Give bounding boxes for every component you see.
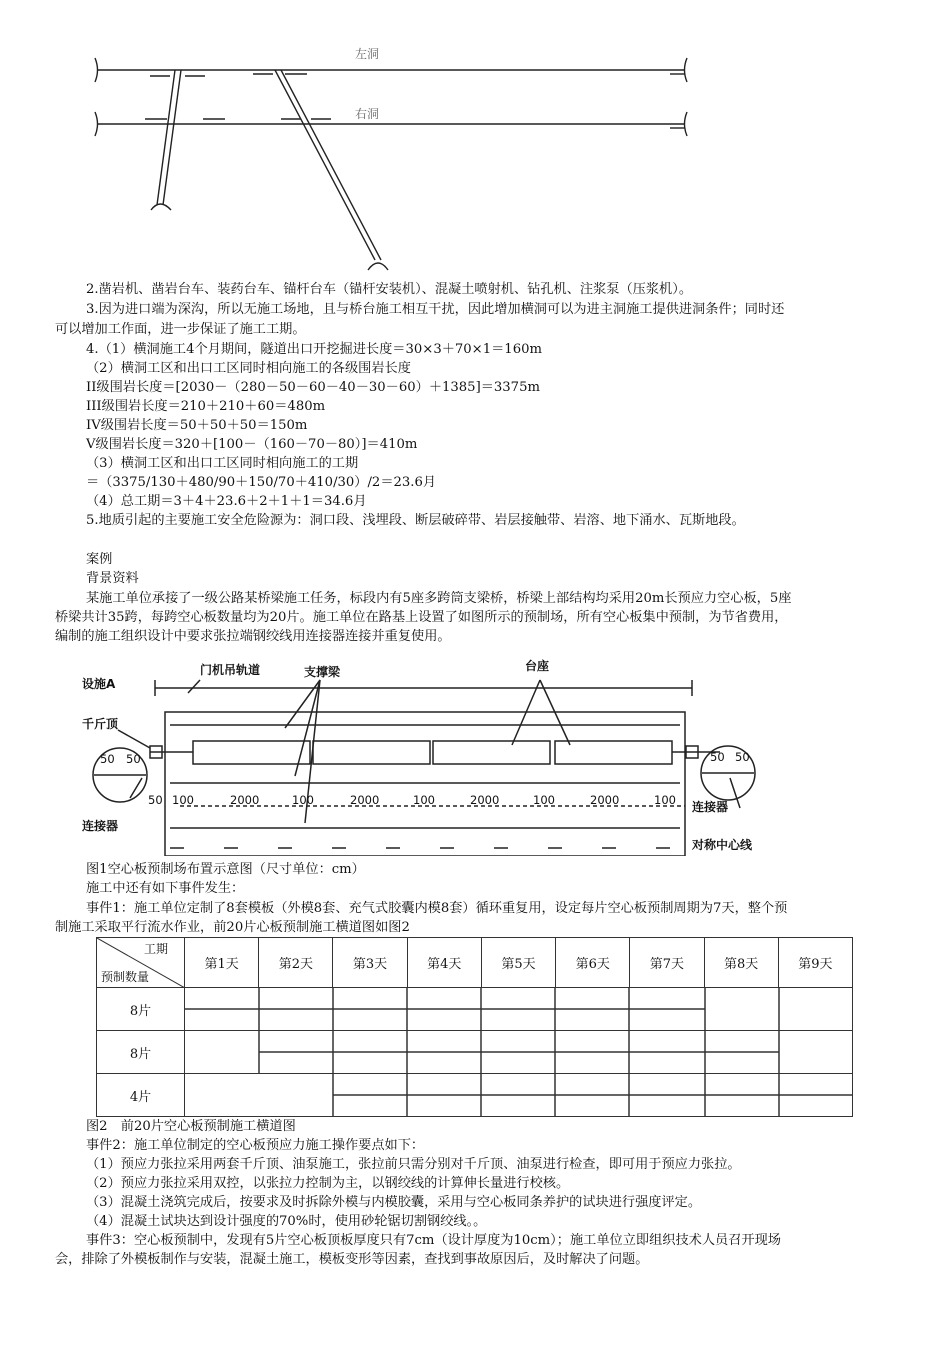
gantt-row-label: 4片 [97, 1074, 185, 1117]
answer-3-line2: 可以增加工作面，进一步保证了施工工期。 [55, 322, 306, 337]
event1-line2: 制施工采取平行流水作业，前20片心板预制施工横道图如图2 [55, 920, 410, 935]
gantt-day-header: 第9天 [778, 938, 852, 988]
tunnel-layout-figure [85, 30, 705, 280]
answer-4-4: （4）总工期＝3＋4＋23.6＋2＋1＋1＝34.6月 [86, 494, 367, 509]
gantt-row-label: 8片 [97, 988, 185, 1031]
answer-grade3: III级围岩长度＝210＋210＋60＝480m [86, 399, 326, 414]
gantt-day-header: 第4天 [407, 938, 481, 988]
answer-4-2: （2）横洞工区和出口工区同时相向施工的各级围岩长度 [86, 361, 411, 376]
jack-label: 千斤顶 [82, 717, 119, 731]
gantt-header-quantity: 预制数量 [101, 970, 150, 984]
dim-100: 100 [654, 793, 676, 807]
event3-line1: 事件3：空心板预制中，发现有5片空心板顶板厚度只有7cm（设计厚度为10cm）；施工单位立即组织技术人员召开现场 [86, 1233, 781, 1248]
event2-item3: （3）混凝土浇筑完成后，按要求及时拆除外模与内模胶囊，采用与空心板同条养护的试块进行强度评定。 [86, 1195, 702, 1210]
connector-label-right: 连接器 [692, 800, 729, 814]
event2-item1: （1）预应力张拉采用两套千斤顶、油泵施工，张拉前只需分别对千斤顶、油泵进行检查，即可用于预应力张拉。 [86, 1157, 741, 1172]
answer-2: 2.凿岩机、凿岩台车、装药台车、锚杆台车（锚杆安装机）、混凝土喷射机、钻孔机、注浆泵（压浆机）。 [86, 282, 693, 297]
background-p1: 某施工单位承接了一级公路某桥梁施工任务，标段内有5座多跨筒支梁桥，桥梁上部结构均采用20m长预应力空心板，5座 [86, 591, 792, 606]
left-tunnel-label: 左洞 [355, 47, 380, 61]
gantt-row-area [185, 988, 853, 1031]
gantt-header-period: 工期 [143, 942, 168, 956]
answer-grade4: IV级围岩长度＝50＋50＋50＝150m [86, 418, 308, 433]
gantt-day-header: 第5天 [481, 938, 555, 988]
event3-line2: 会，排除了外模板制作与安装，混凝土施工，模板变形等因素，查找到事故原因后，及时解决了问题。 [55, 1252, 649, 1267]
center-line-label: 对称中心线 [692, 838, 753, 852]
dim-50: 50 [710, 750, 725, 764]
answer-5: 5.地质引起的主要施工安全危险源为：洞口段、浅埋段、断层破碎带、岩层接触带、岩溶、地下涌水、瓦斯地段。 [86, 513, 745, 528]
connector-label-left: 连接器 [82, 819, 119, 833]
background-p2: 桥梁共计35跨，每跨空心板数量均为20片。施工单位在路基上设置了如图所示的预制场，所有空心板集中预制，为节省费用， [55, 610, 788, 625]
dim-100: 100 [413, 793, 435, 807]
gantt-day-header: 第2天 [259, 938, 333, 988]
dim-2000: 2000 [590, 793, 620, 807]
dim-50: 50 [100, 752, 115, 766]
gantt-row-area [185, 1074, 853, 1117]
event1-line1: 事件1：施工单位定制了8套模板（外模8套、充气式胶囊内模8套）循环重复用，设定每片空心板预制周期为7天，整个预 [86, 901, 788, 916]
rail-label: 门机吊轨道 [200, 663, 261, 677]
dim-2000: 2000 [350, 793, 380, 807]
dim-100: 100 [533, 793, 555, 807]
case-heading: 案例 [86, 552, 113, 567]
gantt-day-header: 第8天 [704, 938, 778, 988]
answer-4-3: （3）横洞工区和出口工区同时相向施工的工期 [86, 456, 359, 471]
background-heading: 背景资料 [86, 571, 139, 586]
gantt-day-header: 第6天 [556, 938, 630, 988]
event2-item2: （2）预应力张拉采用双控，以张拉力控制为主，以钢绞线的计算伸长量进行校核。 [86, 1176, 570, 1191]
gantt-corner-header [97, 938, 185, 988]
precast-yard-figure [80, 648, 780, 856]
event2-intro: 事件2：施工单位制定的空心板预应力施工操作要点如下： [86, 1138, 425, 1153]
figure2-caption: 图2 前20片空心板预制施工横道图 [86, 1119, 296, 1134]
dim-2000: 2000 [470, 793, 500, 807]
gantt-day-header: 第7天 [630, 938, 704, 988]
dim-50: 50 [735, 750, 750, 764]
background-p3: 编制的施工组织设计中要求张拉端钢绞线用连接器连接并重复使用。 [55, 629, 451, 644]
gantt-row-area [185, 1031, 853, 1074]
figure1-caption: 图1空心板预制场布置示意图（尺寸单位：cm） [86, 862, 365, 877]
answer-grade2: II级围岩长度＝[2030－（280－50－60－40－30－60）＋1385]＝3375m [86, 380, 540, 395]
facility-a-label: 设施A [82, 677, 116, 691]
dim-50: 50 [126, 752, 141, 766]
right-tunnel-label: 右洞 [355, 107, 380, 121]
support-beam-label: 支撑梁 [304, 665, 341, 679]
dim-100: 100 [292, 793, 314, 807]
events-intro: 施工中还有如下事件发生： [86, 881, 245, 896]
answer-4-1: 4.（1）横洞施工4个月期间，隧道出口开挖掘进长度＝30×3＋70×1＝160m [86, 342, 542, 357]
dim-100: 100 [172, 793, 194, 807]
gantt-row-label: 8片 [97, 1031, 185, 1074]
event2-item4: （4）混凝土试块达到设计强度的70%时，使用砂轮锯切割钢绞线。。 [86, 1214, 487, 1229]
answer-3-line1: 3.因为进口端为深沟，所以无施工场地，且与桥台施工相互干扰，因此增加横洞可以为进主洞施工提供进洞条件；同时还 [86, 302, 785, 317]
pedestal-label: 台座 [525, 659, 550, 673]
answer-grade5: V级围岩长度＝320＋[100－（160－70－80）]＝410m [86, 437, 418, 452]
gantt-table [96, 937, 853, 1117]
answer-4-3-calc: ＝（3375/130＋480/90＋150/70＋410/30）/2＝23.6月 [86, 475, 437, 490]
gantt-day-header: 第3天 [333, 938, 407, 988]
dim-2000: 2000 [230, 793, 260, 807]
gantt-day-header: 第1天 [185, 938, 259, 988]
dim-50: 50 [148, 793, 163, 807]
